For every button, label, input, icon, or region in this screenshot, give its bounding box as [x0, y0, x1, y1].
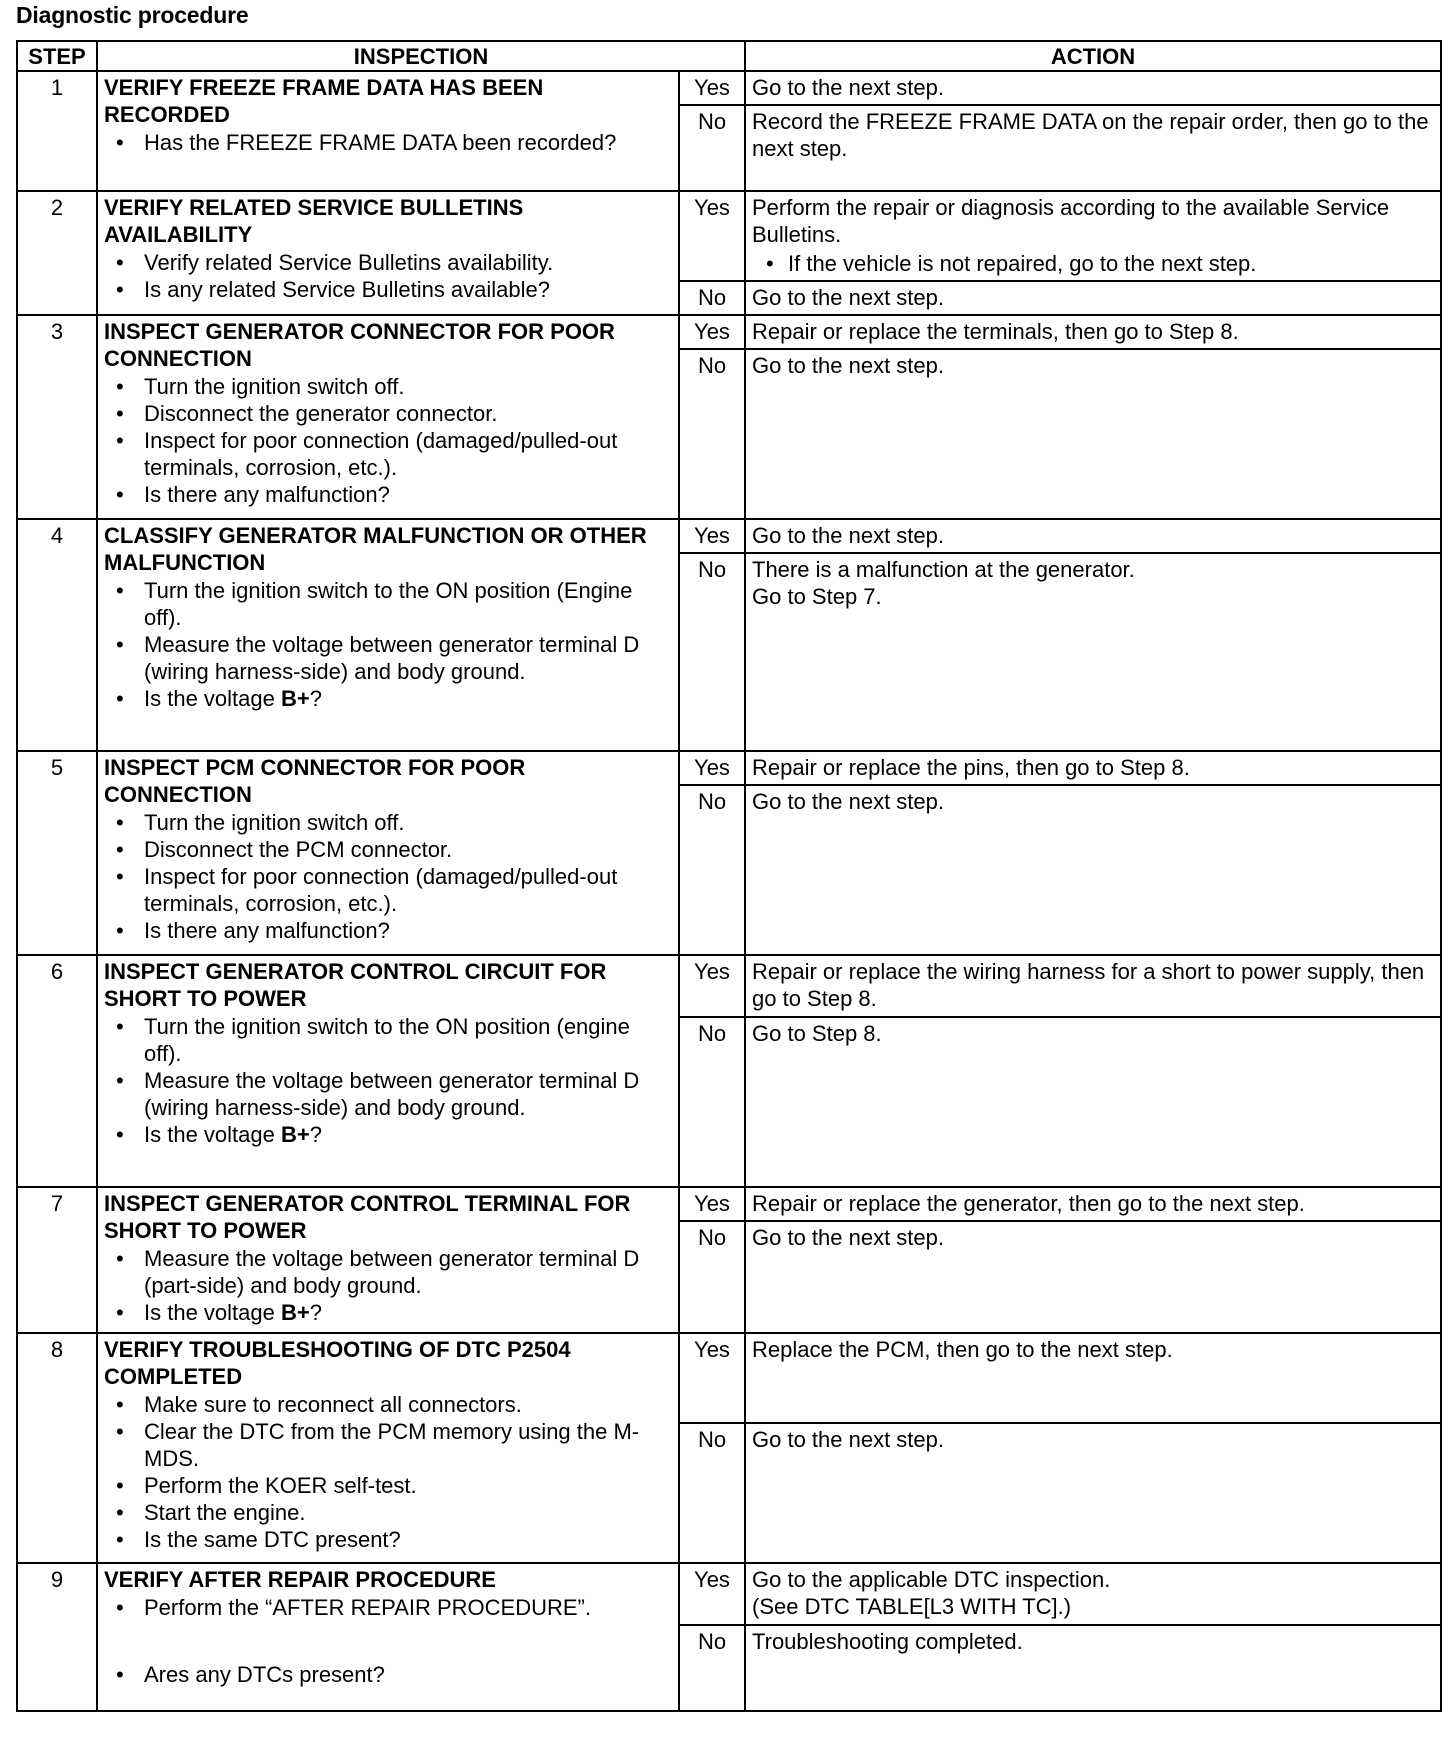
- inspection-cell: [97, 751, 679, 955]
- inspection-bullet: [144, 1121, 672, 1148]
- table-row: [17, 955, 1441, 1017]
- no-action: Go to Step 8.: [745, 1017, 1441, 1187]
- bullet-text: Is the voltage: [144, 1300, 281, 1325]
- inspection-bullet: • Turn the ignition switch to the ON position (engine off).: [144, 1013, 672, 1067]
- inspection-title: INSPECT GENERATOR CONNECTOR FOR POOR CONNECTION: [104, 319, 615, 371]
- no-action: Go to the next step.: [745, 1423, 1441, 1563]
- inspection-bullet: • Is there any malfunction?: [144, 917, 672, 944]
- yes-action-line: (See DTC TABLE[L3 WITH TC].): [752, 1594, 1072, 1619]
- yes-action: Go to the next step.: [745, 71, 1441, 105]
- bullet-bold: B+: [280, 1122, 310, 1147]
- no-label: No: [679, 1625, 745, 1711]
- bullet-text: Is the voltage: [144, 686, 281, 711]
- inspection-bullet: • Start the engine.: [144, 1499, 672, 1526]
- header-row: [17, 41, 1441, 71]
- table-row: [17, 191, 1441, 281]
- bullet-bold: B+: [280, 686, 310, 711]
- no-label: No: [679, 1221, 745, 1333]
- inspection-bullet: • Disconnect the PCM connector.: [144, 836, 672, 863]
- no-label: No: [679, 281, 745, 315]
- inspection-cell: [97, 1187, 679, 1333]
- inspection-bullet: • Inspect for poor connection (damaged/pulled-out terminals, corrosion, etc.).: [144, 863, 672, 917]
- page-title: Diagnostic procedure: [16, 2, 249, 28]
- step-number: 7: [17, 1187, 97, 1333]
- inspection-bullet: • Perform the “AFTER REPAIR PROCEDURE”.: [144, 1594, 672, 1621]
- step-header: STEP: [17, 41, 97, 71]
- no-action: Troubleshooting completed.: [745, 1625, 1441, 1711]
- table-row: [17, 1333, 1441, 1423]
- inspection-title: VERIFY FREEZE FRAME DATA HAS BEEN RECORDED: [104, 75, 544, 127]
- no-action: Record the FREEZE FRAME DATA on the repair order, then go to the next step.: [745, 105, 1441, 191]
- yes-label: Yes: [679, 1563, 745, 1625]
- yes-action: [745, 191, 1441, 281]
- inspection-bullet: [144, 685, 672, 712]
- inspection-title: INSPECT GENERATOR CONTROL CIRCUIT FOR SHORT TO POWER: [104, 959, 607, 1011]
- inspection-cell: [97, 1563, 679, 1711]
- inspection-bullet: • Perform the KOER self-test.: [144, 1472, 672, 1499]
- yes-action: Repair or replace the pins, then go to Step 8.: [745, 751, 1441, 785]
- inspection-bullet: • Is any related Service Bulletins available?: [144, 276, 672, 303]
- no-label: No: [679, 553, 745, 751]
- bullet-bold: B+: [280, 1300, 310, 1325]
- bullet-end: ?: [309, 1300, 322, 1325]
- step-number: 9: [17, 1563, 97, 1711]
- no-action-line: Go to Step 7.: [752, 584, 882, 609]
- no-action: Go to the next step.: [745, 785, 1441, 955]
- no-action: Go to the next step.: [745, 281, 1441, 315]
- yes-label: Yes: [679, 71, 745, 105]
- inspection-title: VERIFY TROUBLESHOOTING OF DTC P2504 COMPLETED: [104, 1337, 571, 1389]
- inspection-bullet: [144, 1299, 672, 1326]
- inspection-cell: [97, 519, 679, 751]
- yes-action-text: Perform the repair or diagnosis according to the available Service Bulletins.: [752, 195, 1390, 247]
- yes-label: Yes: [679, 1333, 745, 1423]
- inspection-bullet: • Ares any DTCs present?: [144, 1661, 672, 1688]
- inspection-title: CLASSIFY GENERATOR MALFUNCTION OR OTHER MALFUNCTION: [104, 523, 647, 575]
- inspection-bullet: • Inspect for poor connection (damaged/pulled-out terminals, corrosion, etc.).: [144, 427, 672, 481]
- yes-label: Yes: [679, 955, 745, 1017]
- step-number: 3: [17, 315, 97, 519]
- inspection-bullet: • Disconnect the generator connector.: [144, 400, 672, 427]
- inspection-bullet: • Clear the DTC from the PCM memory using the M-MDS.: [144, 1418, 672, 1472]
- yes-action: Replace the PCM, then go to the next step.: [745, 1333, 1441, 1423]
- yes-action: Go to the next step.: [745, 519, 1441, 553]
- step-number: 4: [17, 519, 97, 751]
- table-row: [17, 315, 1441, 349]
- step-number: 8: [17, 1333, 97, 1563]
- yes-label: Yes: [679, 1187, 745, 1221]
- step-number: 5: [17, 751, 97, 955]
- inspection-title: VERIFY AFTER REPAIR PROCEDURE: [104, 1567, 496, 1592]
- no-action: Go to the next step.: [745, 349, 1441, 519]
- no-label: No: [679, 1017, 745, 1187]
- no-action: Go to the next step.: [745, 1221, 1441, 1333]
- table-row: [17, 1563, 1441, 1625]
- inspection-bullet: • Turn the ignition switch to the ON position (Engine off).: [144, 577, 672, 631]
- inspection-title: VERIFY RELATED SERVICE BULLETINS AVAILABILITY: [104, 195, 524, 247]
- inspection-bullet: • Measure the voltage between generator terminal D (wiring harness-side) and body ground.: [144, 1067, 672, 1121]
- inspection-cell: [97, 191, 679, 315]
- yes-label: Yes: [679, 191, 745, 281]
- inspection-cell: [97, 955, 679, 1187]
- step-number: 1: [17, 71, 97, 191]
- inspection-cell: [97, 71, 679, 191]
- yes-action: [745, 1563, 1441, 1625]
- no-label: No: [679, 1423, 745, 1563]
- yes-action: Repair or replace the generator, then go to the next step.: [745, 1187, 1441, 1221]
- table-row: [17, 1187, 1441, 1221]
- inspection-bullet: • Is the same DTC present?: [144, 1526, 672, 1553]
- no-label: No: [679, 349, 745, 519]
- inspection-bullet: • Turn the ignition switch off.: [144, 373, 672, 400]
- yes-label: Yes: [679, 315, 745, 349]
- yes-action-bullet: • If the vehicle is not repaired, go to the next step.: [788, 250, 1434, 277]
- inspection-title: INSPECT PCM CONNECTOR FOR POOR CONNECTION: [104, 755, 526, 807]
- no-action-line: There is a malfunction at the generator.: [752, 557, 1135, 582]
- bullet-text: Is the voltage: [144, 1122, 281, 1147]
- yes-label: Yes: [679, 519, 745, 553]
- inspection-bullet: • Turn the ignition switch off.: [144, 809, 672, 836]
- table-row: [17, 519, 1441, 553]
- yes-action-line: Go to the applicable DTC inspection.: [752, 1567, 1111, 1592]
- yes-label: Yes: [679, 751, 745, 785]
- inspection-bullet: • Measure the voltage between generator terminal D (wiring harness-side) and body ground.: [144, 631, 672, 685]
- inspection-cell: [97, 1333, 679, 1563]
- no-action: [745, 553, 1441, 751]
- inspection-bullet: • Verify related Service Bulletins availability.: [144, 249, 672, 276]
- step-number: 6: [17, 955, 97, 1187]
- step-number: 2: [17, 191, 97, 315]
- inspection-bullet: • Measure the voltage between generator terminal D (part-side) and body ground.: [144, 1245, 672, 1299]
- diagnostic-table: [16, 40, 1442, 1712]
- no-label: No: [679, 785, 745, 955]
- inspection-bullet: • Make sure to reconnect all connectors.: [144, 1391, 672, 1418]
- action-header: ACTION: [745, 41, 1441, 71]
- inspection-title: INSPECT GENERATOR CONTROL TERMINAL FOR SHORT TO POWER: [104, 1191, 631, 1243]
- yes-action: Repair or replace the terminals, then go to Step 8.: [745, 315, 1441, 349]
- inspection-cell: [97, 315, 679, 519]
- inspection-header: INSPECTION: [97, 41, 745, 71]
- no-label: No: [679, 105, 745, 191]
- inspection-bullet: • Has the FREEZE FRAME DATA been recorded?: [144, 129, 672, 156]
- table-row: [17, 751, 1441, 785]
- table-row: [17, 71, 1441, 105]
- inspection-bullet: • Is there any malfunction?: [144, 481, 672, 508]
- bullet-end: ?: [309, 1122, 322, 1147]
- yes-action: Repair or replace the wiring harness for a short to power supply, then go to Step 8.: [745, 955, 1441, 1017]
- bullet-end: ?: [309, 686, 322, 711]
